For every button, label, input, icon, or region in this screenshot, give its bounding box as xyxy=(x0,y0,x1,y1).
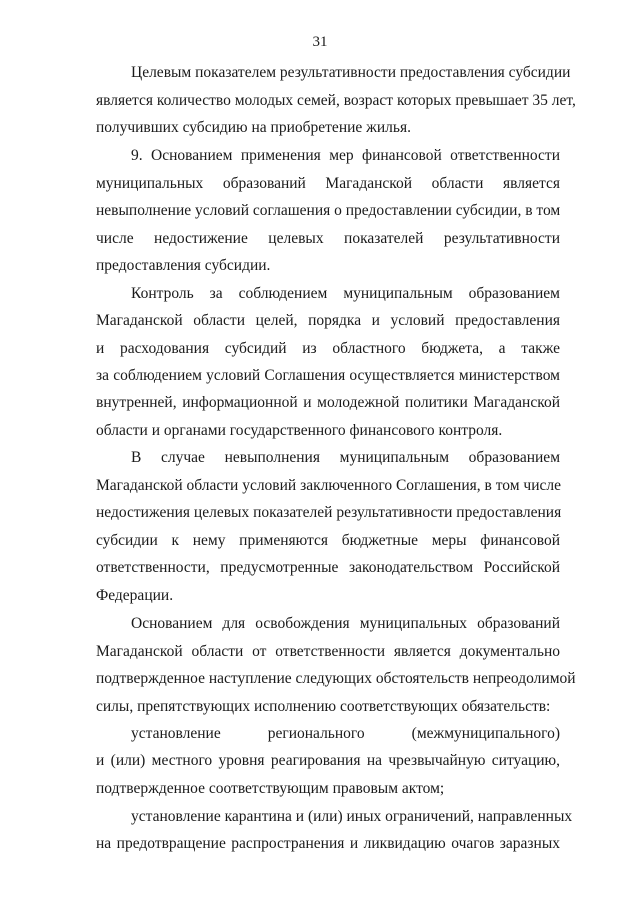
text-line: числе недостижение целевых показателей результативности xyxy=(96,230,560,247)
text-line: Магаданской области условий заключенного Соглашения, в том числе xyxy=(96,477,561,494)
text-line: В случае невыполнения муниципальным образованием xyxy=(131,449,560,466)
text-line: невыполнение условий соглашения о предоставлении субсидии, в том xyxy=(96,202,561,219)
text-line: за соблюдением условий Соглашения осуществляется министерством xyxy=(96,367,560,384)
text-line: недостижения целевых показателей результативности предоставления xyxy=(96,504,562,521)
text-line: и расходования субсидий из областного бюджета, а также xyxy=(96,340,560,357)
text-line: Целевым показателем результативности предоставления субсидии xyxy=(131,64,571,81)
text-line: субсидии к нему применяются бюджетные меры финансовой xyxy=(96,532,560,549)
text-line: муниципальных образований Магаданской области является xyxy=(96,175,560,192)
text-line: Магаданской области от ответственности является документально xyxy=(96,643,560,660)
text-line: внутренней, информационной и молодежной политики Магаданской xyxy=(96,394,560,411)
text-line: и (или) местного уровня реагирования на чрезвычайную ситуацию, xyxy=(96,752,560,769)
page-number: 31 xyxy=(312,34,328,50)
text-line: области и органами государственного финансового контроля. xyxy=(96,422,503,439)
text-line: Контроль за соблюдением муниципальным образованием xyxy=(131,285,560,302)
text-line: Федерации. xyxy=(96,587,174,604)
text-line: подтвержденное соответствующим правовым актом; xyxy=(96,780,445,797)
text-line: получивших субсидию на приобретение жилья. xyxy=(96,119,411,136)
text-line: силы, препятствующих исполнению соответствующих обязательств: xyxy=(96,698,551,715)
text-line: установление карантина и (или) иных ограничений, направленных xyxy=(131,808,573,825)
text-line: Магаданской области целей, порядка и условий предоставления xyxy=(96,312,560,329)
text-line: Основанием для освобождения муниципальных образований xyxy=(131,615,560,632)
text-line: ответственности, предусмотренные законодательством Российской xyxy=(96,559,560,576)
text-line: установление регионального (межмуниципального) xyxy=(131,725,560,742)
text-line: на предотвращение распространения и ликвидацию очагов заразных xyxy=(96,835,560,852)
text-line: является количество молодых семей, возраст которых превышает 35 лет, xyxy=(96,92,576,109)
text-line: предоставления субсидии. xyxy=(96,257,271,274)
text-line: подтвержденное наступление следующих обстоятельств непреодолимой xyxy=(96,670,576,687)
text-line: 9. Основанием применения мер финансовой ответственности xyxy=(131,147,560,164)
